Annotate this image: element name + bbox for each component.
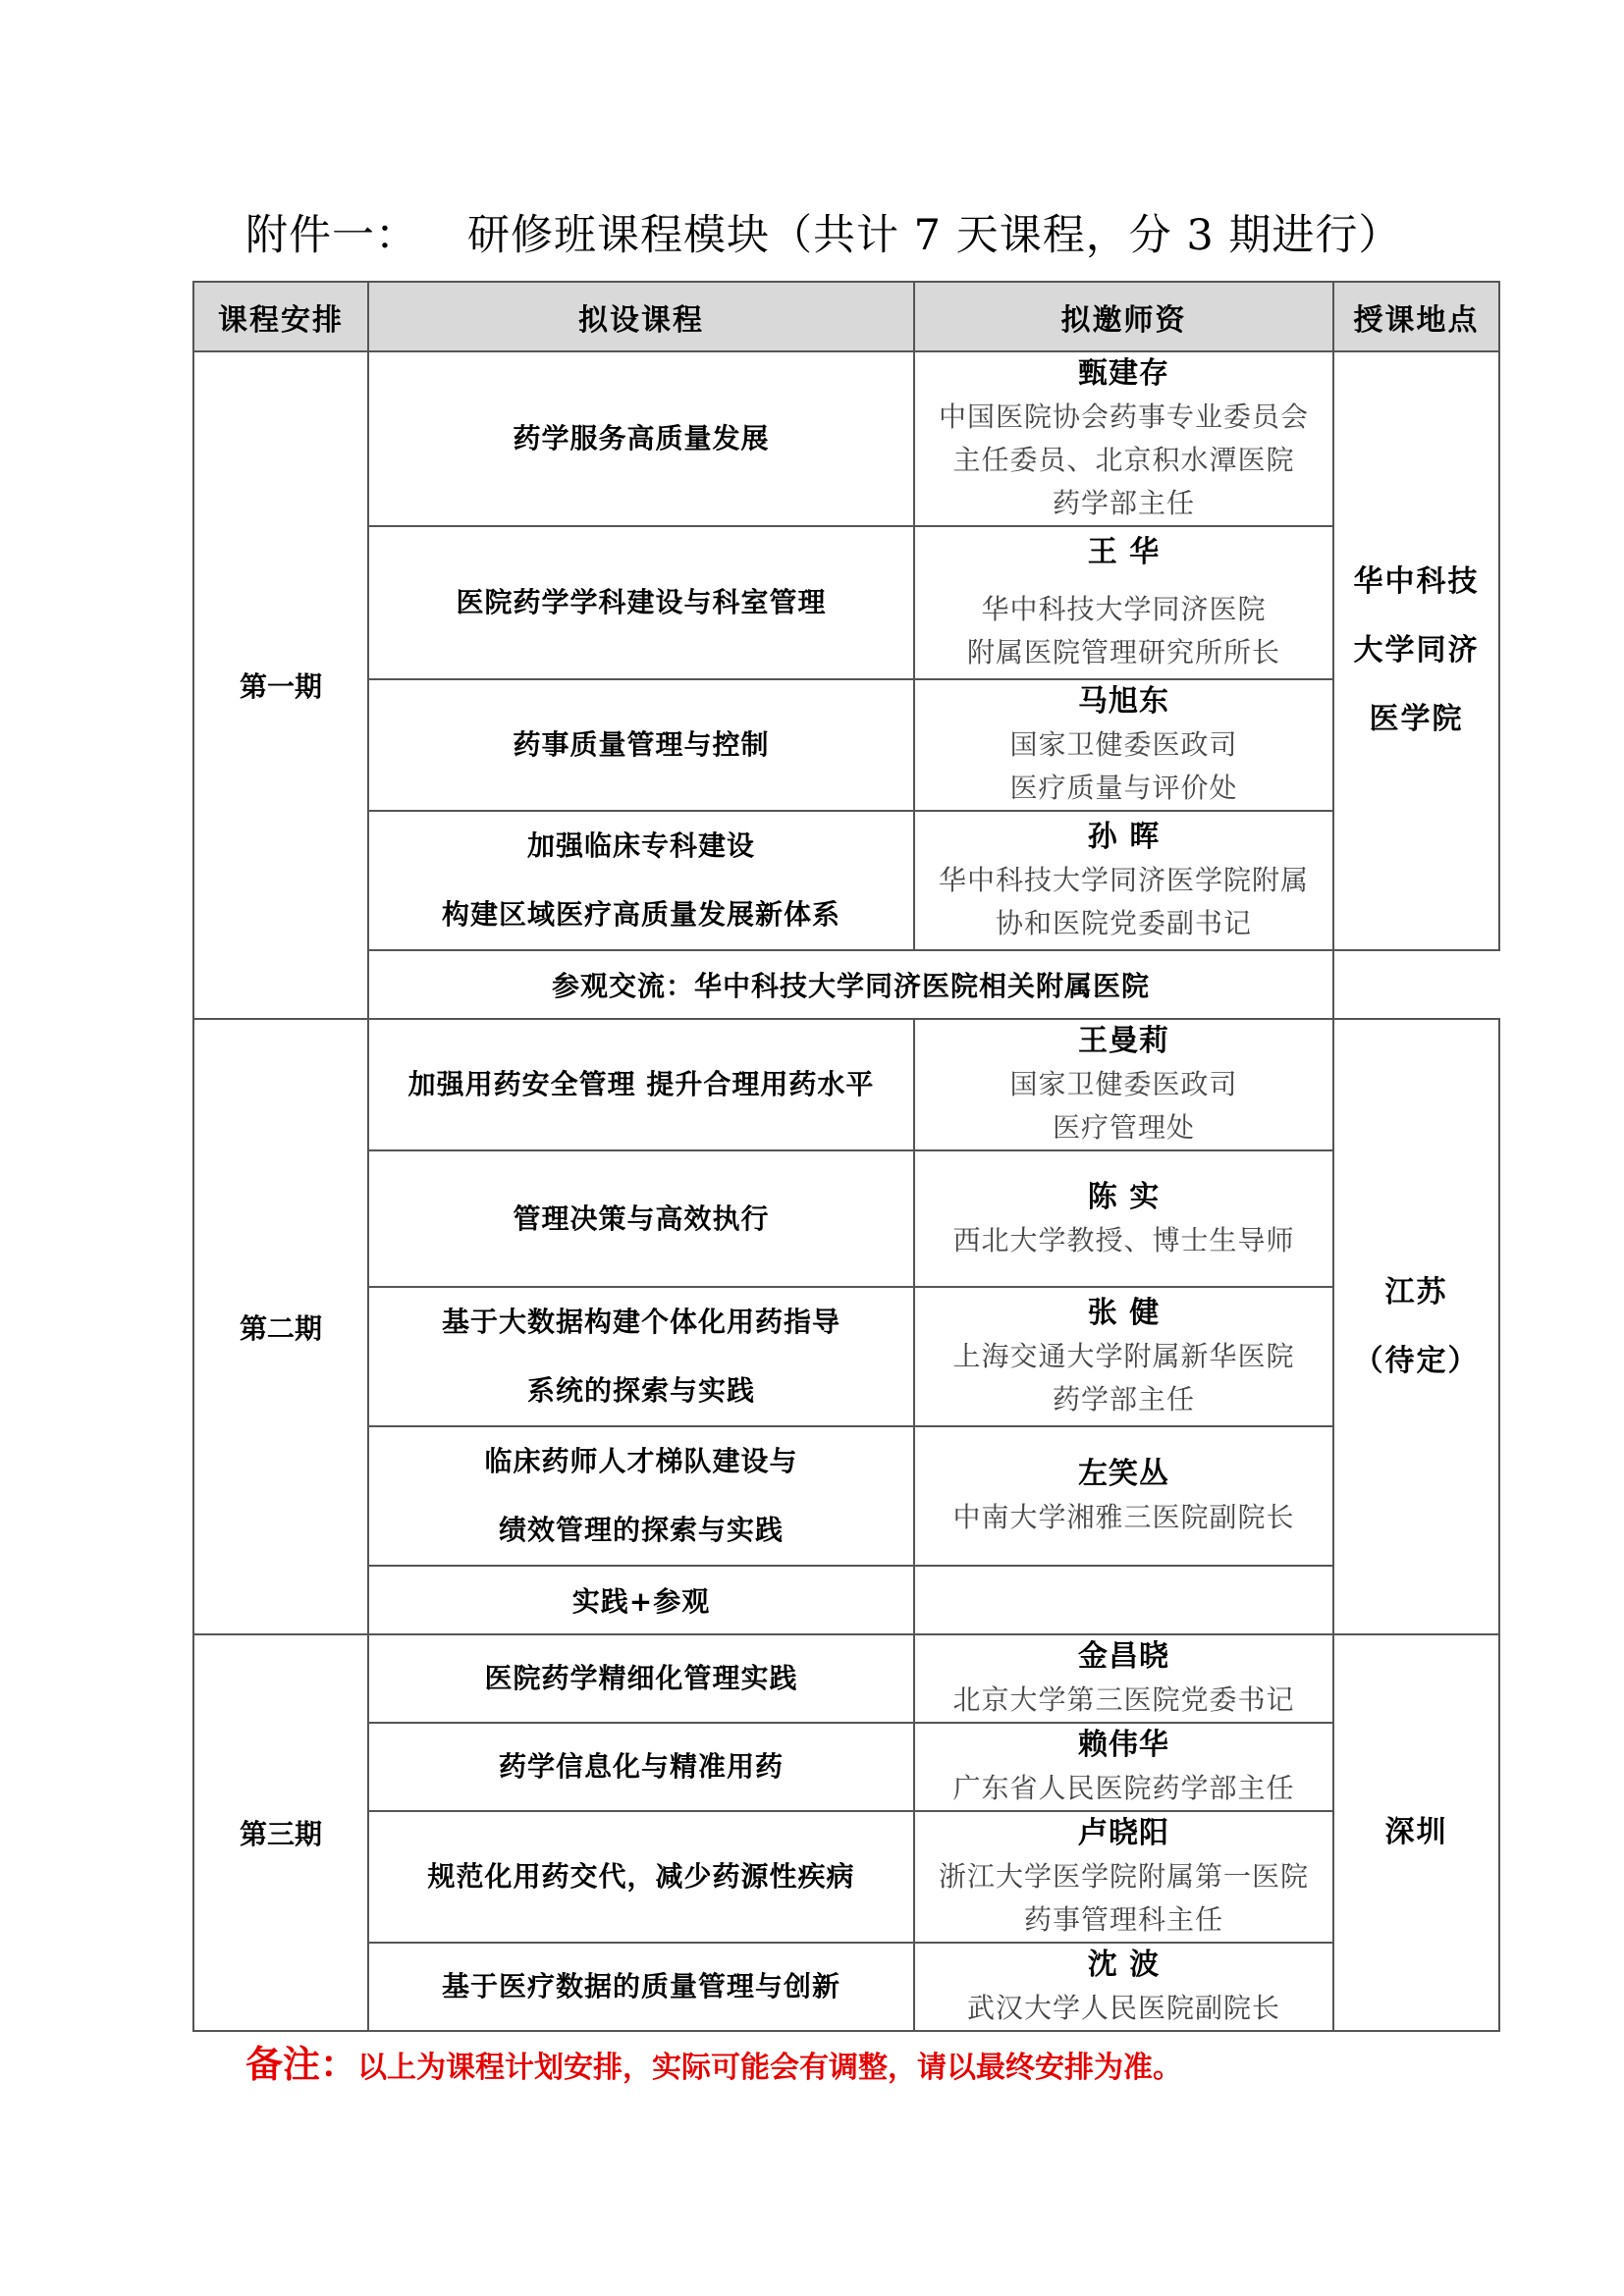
teacher-cell	[914, 526, 1333, 679]
table-row	[193, 1287, 1499, 1426]
table-row	[193, 1811, 1499, 1943]
teacher-name: 陈 实	[1087, 1179, 1161, 1214]
course-title: 系统的探索与实践	[526, 1374, 755, 1407]
table-row	[193, 811, 1499, 950]
teacher-title: 上海交通大学附属新华医院	[952, 1340, 1295, 1372]
table-row	[193, 526, 1499, 679]
teacher-title: 武汉大学人民医院副院长	[966, 1992, 1280, 2024]
teacher-title: 国家卫健委医政司	[1009, 1068, 1238, 1100]
venue-line: （待定）	[1353, 1343, 1480, 1378]
course-cell	[368, 1634, 914, 1723]
course-cell	[368, 1723, 914, 1811]
period-cell: 第二期	[193, 1019, 368, 1634]
teacher-title: 中南大学湘雅三医院副院长	[952, 1501, 1295, 1533]
teacher-title: 医疗质量与评价处	[1009, 772, 1238, 804]
teacher-name: 王曼莉	[1078, 1024, 1169, 1058]
period-cell: 第三期	[193, 1634, 368, 2031]
teacher-title: 药学部主任	[1052, 1383, 1195, 1415]
teacher-cell	[914, 1426, 1333, 1566]
teacher-title: 协和医院党委副书记	[995, 907, 1252, 939]
teacher-title: 浙江大学医学院附属第一医院	[938, 1860, 1309, 1893]
course-title: 构建区域医疗高质量发展新体系	[441, 898, 840, 931]
footnote-text: 以上为课程计划安排，实际可能会有调整，请以最终安排为准。	[357, 2051, 1183, 2085]
course-title: 临床药师人才梯队建设与	[484, 1445, 798, 1477]
table-header-row	[193, 282, 1499, 351]
teacher-title: 华中科技大学同济医学院附属	[938, 864, 1309, 896]
table-row	[193, 1019, 1499, 1150]
table-row	[193, 950, 1499, 1019]
teacher-title: 华中科技大学同济医院	[981, 593, 1267, 625]
course-title: 绩效管理的探索与实践	[498, 1514, 784, 1546]
course-title: 加强临床专科建设	[526, 829, 755, 862]
teacher-cell	[914, 1150, 1333, 1287]
teacher-cell	[914, 1943, 1333, 2031]
teacher-cell	[914, 1811, 1333, 1943]
course-cell	[368, 679, 914, 811]
course-title: 医院药学精细化管理实践	[484, 1662, 798, 1694]
course-cell	[368, 1811, 914, 1943]
teacher-name: 王 华	[1087, 535, 1161, 569]
footnote-label: 备注：	[245, 2043, 358, 2086]
course-title: 基于医疗数据的质量管理与创新	[441, 1970, 840, 2002]
teacher-title: 药学部主任	[1052, 487, 1195, 519]
course-title: 药事质量管理与控制	[513, 728, 770, 761]
course-title: 加强用药安全管理 提升合理用药水平	[407, 1068, 875, 1100]
course-title: 管理决策与高效执行	[513, 1201, 770, 1235]
venue-cell	[1333, 351, 1499, 950]
header-course: 拟设课程	[368, 282, 914, 351]
table-row	[193, 351, 1499, 526]
course-cell	[368, 526, 914, 679]
page-title	[245, 206, 1401, 265]
teacher-cell	[914, 1723, 1333, 1811]
teacher-cell	[914, 1287, 1333, 1426]
table-row	[193, 1566, 1499, 1634]
teacher-cell	[914, 811, 1333, 950]
course-schedule-table	[192, 281, 1500, 2032]
title-main: 研修班课程模块（共计 7 天课程，分 3 期进行）	[467, 211, 1402, 260]
venue-line: 华中科技	[1353, 564, 1480, 599]
teacher-name: 马旭东	[1078, 684, 1169, 719]
table-row	[193, 679, 1499, 811]
teacher-name: 金昌晓	[1078, 1639, 1169, 1674]
table-row	[193, 1723, 1499, 1811]
teacher-cell	[914, 351, 1333, 526]
teacher-title: 药事管理科主任	[1023, 1903, 1223, 1936]
teacher-cell	[914, 1019, 1333, 1150]
table-row	[193, 1634, 1499, 1723]
venue-line: 大学同济	[1353, 633, 1480, 667]
teacher-title: 北京大学第三医院党委书记	[952, 1683, 1295, 1716]
teacher-title: 广东省人民医院药学部主任	[952, 1772, 1295, 1804]
venue-line: 深圳	[1384, 1815, 1448, 1849]
course-title: 药学信息化与精准用药	[498, 1750, 784, 1783]
header-venue: 授课地点	[1333, 282, 1499, 351]
visit-cell: 实践+参观	[368, 1566, 914, 1634]
teacher-name: 赖伟华	[1078, 1728, 1169, 1762]
venue-cell	[1333, 1634, 1499, 2031]
course-cell	[368, 1426, 914, 1566]
header-teacher: 拟邀师资	[914, 282, 1333, 351]
venue-line: 医学院	[1369, 702, 1464, 736]
course-cell	[368, 1943, 914, 2031]
teacher-title: 国家卫健委医政司	[1009, 728, 1238, 761]
course-cell	[368, 1287, 914, 1426]
teacher-title: 中国医院协会药事专业委员会	[938, 400, 1309, 433]
table-row	[193, 1426, 1499, 1566]
header-period: 课程安排	[193, 282, 368, 351]
teacher-title: 西北大学教授、博士生导师	[952, 1223, 1295, 1256]
teacher-title: 主任委员、北京积水潭医院	[952, 444, 1295, 476]
course-cell	[368, 1019, 914, 1150]
course-cell	[368, 1150, 914, 1287]
teacher-cell	[914, 679, 1333, 811]
venue-line: 江苏	[1384, 1274, 1448, 1309]
venue-cell	[1333, 1019, 1499, 1634]
teacher-cell	[914, 1634, 1333, 1723]
course-title: 基于大数据构建个体化用药指导	[441, 1306, 840, 1338]
course-title: 药学服务高质量发展	[513, 422, 770, 454]
teacher-name: 沈 波	[1087, 1948, 1161, 1982]
teacher-name: 卢晓阳	[1078, 1816, 1169, 1850]
teacher-name: 孙 晖	[1087, 820, 1161, 854]
teacher-title: 医疗管理处	[1052, 1111, 1195, 1144]
title-prefix: 附件一：	[245, 211, 418, 260]
course-title: 医院药学学科建设与科室管理	[456, 586, 827, 618]
course-cell	[368, 811, 914, 950]
table-row	[193, 1943, 1499, 2031]
period-cell: 第一期	[193, 351, 368, 1019]
teacher-name: 左笑丛	[1078, 1457, 1169, 1491]
teacher-name: 张 健	[1087, 1296, 1161, 1330]
course-title: 规范化用药交代，减少药源性疾病	[427, 1860, 855, 1893]
footnote	[245, 2040, 1182, 2089]
course-cell	[368, 351, 914, 526]
visit-cell: 参观交流：华中科技大学同济医院相关附属医院	[368, 950, 1333, 1019]
table-row	[193, 1150, 1499, 1287]
teacher-name: 甄建存	[1078, 356, 1169, 391]
teacher-title: 附属医院管理研究所所长	[966, 636, 1280, 668]
